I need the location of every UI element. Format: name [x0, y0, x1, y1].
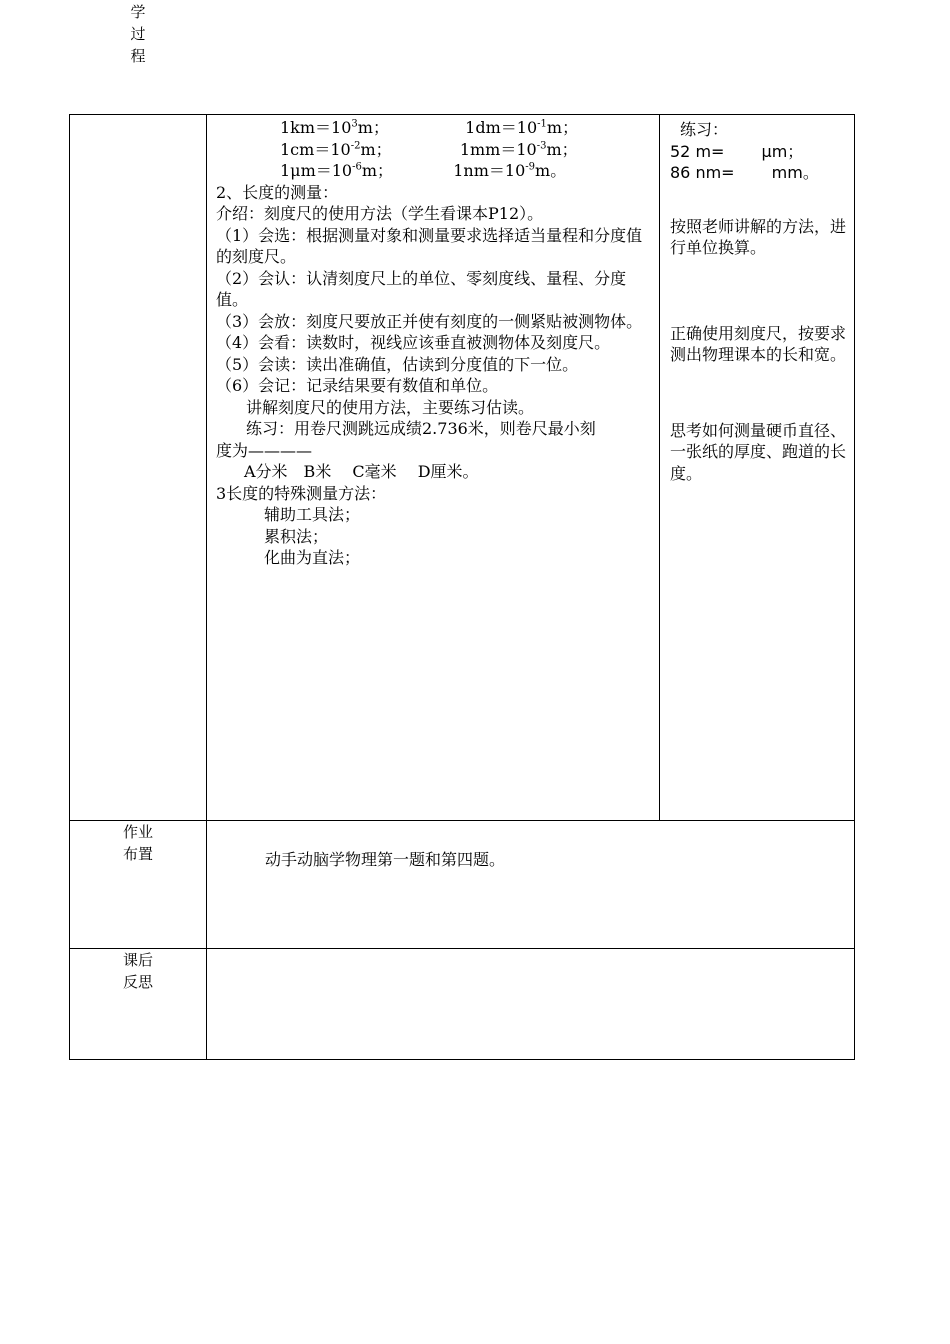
unit-um: $1\mu m=10^{-6}m$；	[280, 161, 394, 180]
exercise-line-2: 度为————	[216, 440, 313, 460]
homework-content-cell	[207, 821, 855, 949]
reflection-label-line: 课后	[122, 951, 153, 969]
reflection-content-cell[interactable]	[207, 949, 855, 1060]
reflection-label-line: 反思	[122, 973, 153, 991]
activity-note-1: 按照老师讲解的方法，进行单位换算。	[670, 216, 847, 257]
unit-mm: $1mm=10^{-3}m$；	[459, 139, 578, 159]
process-label-char: 过	[130, 25, 146, 43]
intro-text: 介绍：刻度尺的使用方法（学生看课本P12）。	[216, 204, 544, 223]
section-3-title: 3长度的特殊测量方法：	[216, 483, 387, 503]
unit-nm: $1nm=10^{-9}m$。	[453, 161, 567, 180]
homework-label-line: 布置	[122, 845, 153, 863]
method-3: 化曲为直法；	[264, 548, 361, 567]
activity-note-2: 正确使用刻度尺，按要求测出物理课本的长和宽。	[670, 323, 847, 364]
explain-text: 讲解刻度尺的使用方法，主要练习估读。	[246, 397, 535, 417]
process-label-char: 程	[130, 47, 146, 65]
unit-cm: $1cm=10^{-2}m$；	[280, 139, 392, 159]
process-content-cell	[207, 115, 660, 821]
reflection-label	[123, 949, 153, 993]
teaching-process-row	[70, 115, 855, 821]
step-5: （5）会读：读出准确值，估读到分度值的下一位。	[216, 354, 579, 374]
homework-label-line: 作业	[122, 823, 153, 841]
unit-dm: $1dm=10^{-1}m$；	[465, 118, 579, 137]
practice-item-1: 52 m= μm；	[670, 141, 804, 161]
step-1: （1）会选：根据测量对象和测量要求选择适当量程和分度值的刻度尺。	[216, 225, 643, 266]
homework-row	[70, 821, 855, 949]
student-activity-cell	[660, 115, 855, 821]
step-2: （2）会认：认清刻度尺上的单位、零刻度线、量程、分度值。	[216, 268, 627, 309]
process-label-char: 学	[130, 3, 146, 21]
lesson-plan-table	[69, 3, 855, 1060]
step-6: （6）会记：记录结果要有数值和单位。	[216, 376, 499, 395]
homework-label-cell	[70, 821, 207, 949]
unit-conversions	[216, 117, 651, 182]
process-label	[70, 0, 206, 67]
step-4: （4）会看：读数时，视线应该垂直被测物体及刻度尺。	[216, 333, 611, 352]
reflection-label-cell	[70, 949, 207, 1060]
step-3: （3）会放：刻度尺要放正并使有刻度的一侧紧贴被测物体。	[216, 311, 643, 331]
method-2: 累积法；	[264, 526, 329, 546]
homework-label	[123, 821, 153, 865]
process-label-cell	[70, 3, 207, 821]
practice-title: 练习：	[680, 120, 729, 139]
homework-text: 动手动脑学物理第一题和第四题。	[265, 850, 506, 869]
exercise-line-1: 练习：用卷尺测跳远成绩2.736米，则卷尺最小刻	[246, 419, 596, 438]
method-1: 辅助工具法；	[264, 505, 361, 524]
section-2-title: 2、长度的测量：	[216, 182, 339, 202]
reflection-row	[70, 949, 855, 1060]
activity-note-3: 思考如何测量硬币直径、一张纸的厚度、跑道的长度。	[670, 420, 847, 483]
unit-km: $1km=10^3m$；	[280, 118, 389, 137]
exercise-options: A分米 B米 C毫米 D厘米。	[244, 462, 479, 481]
practice-item-2: 86 nm= mm。	[670, 163, 819, 182]
